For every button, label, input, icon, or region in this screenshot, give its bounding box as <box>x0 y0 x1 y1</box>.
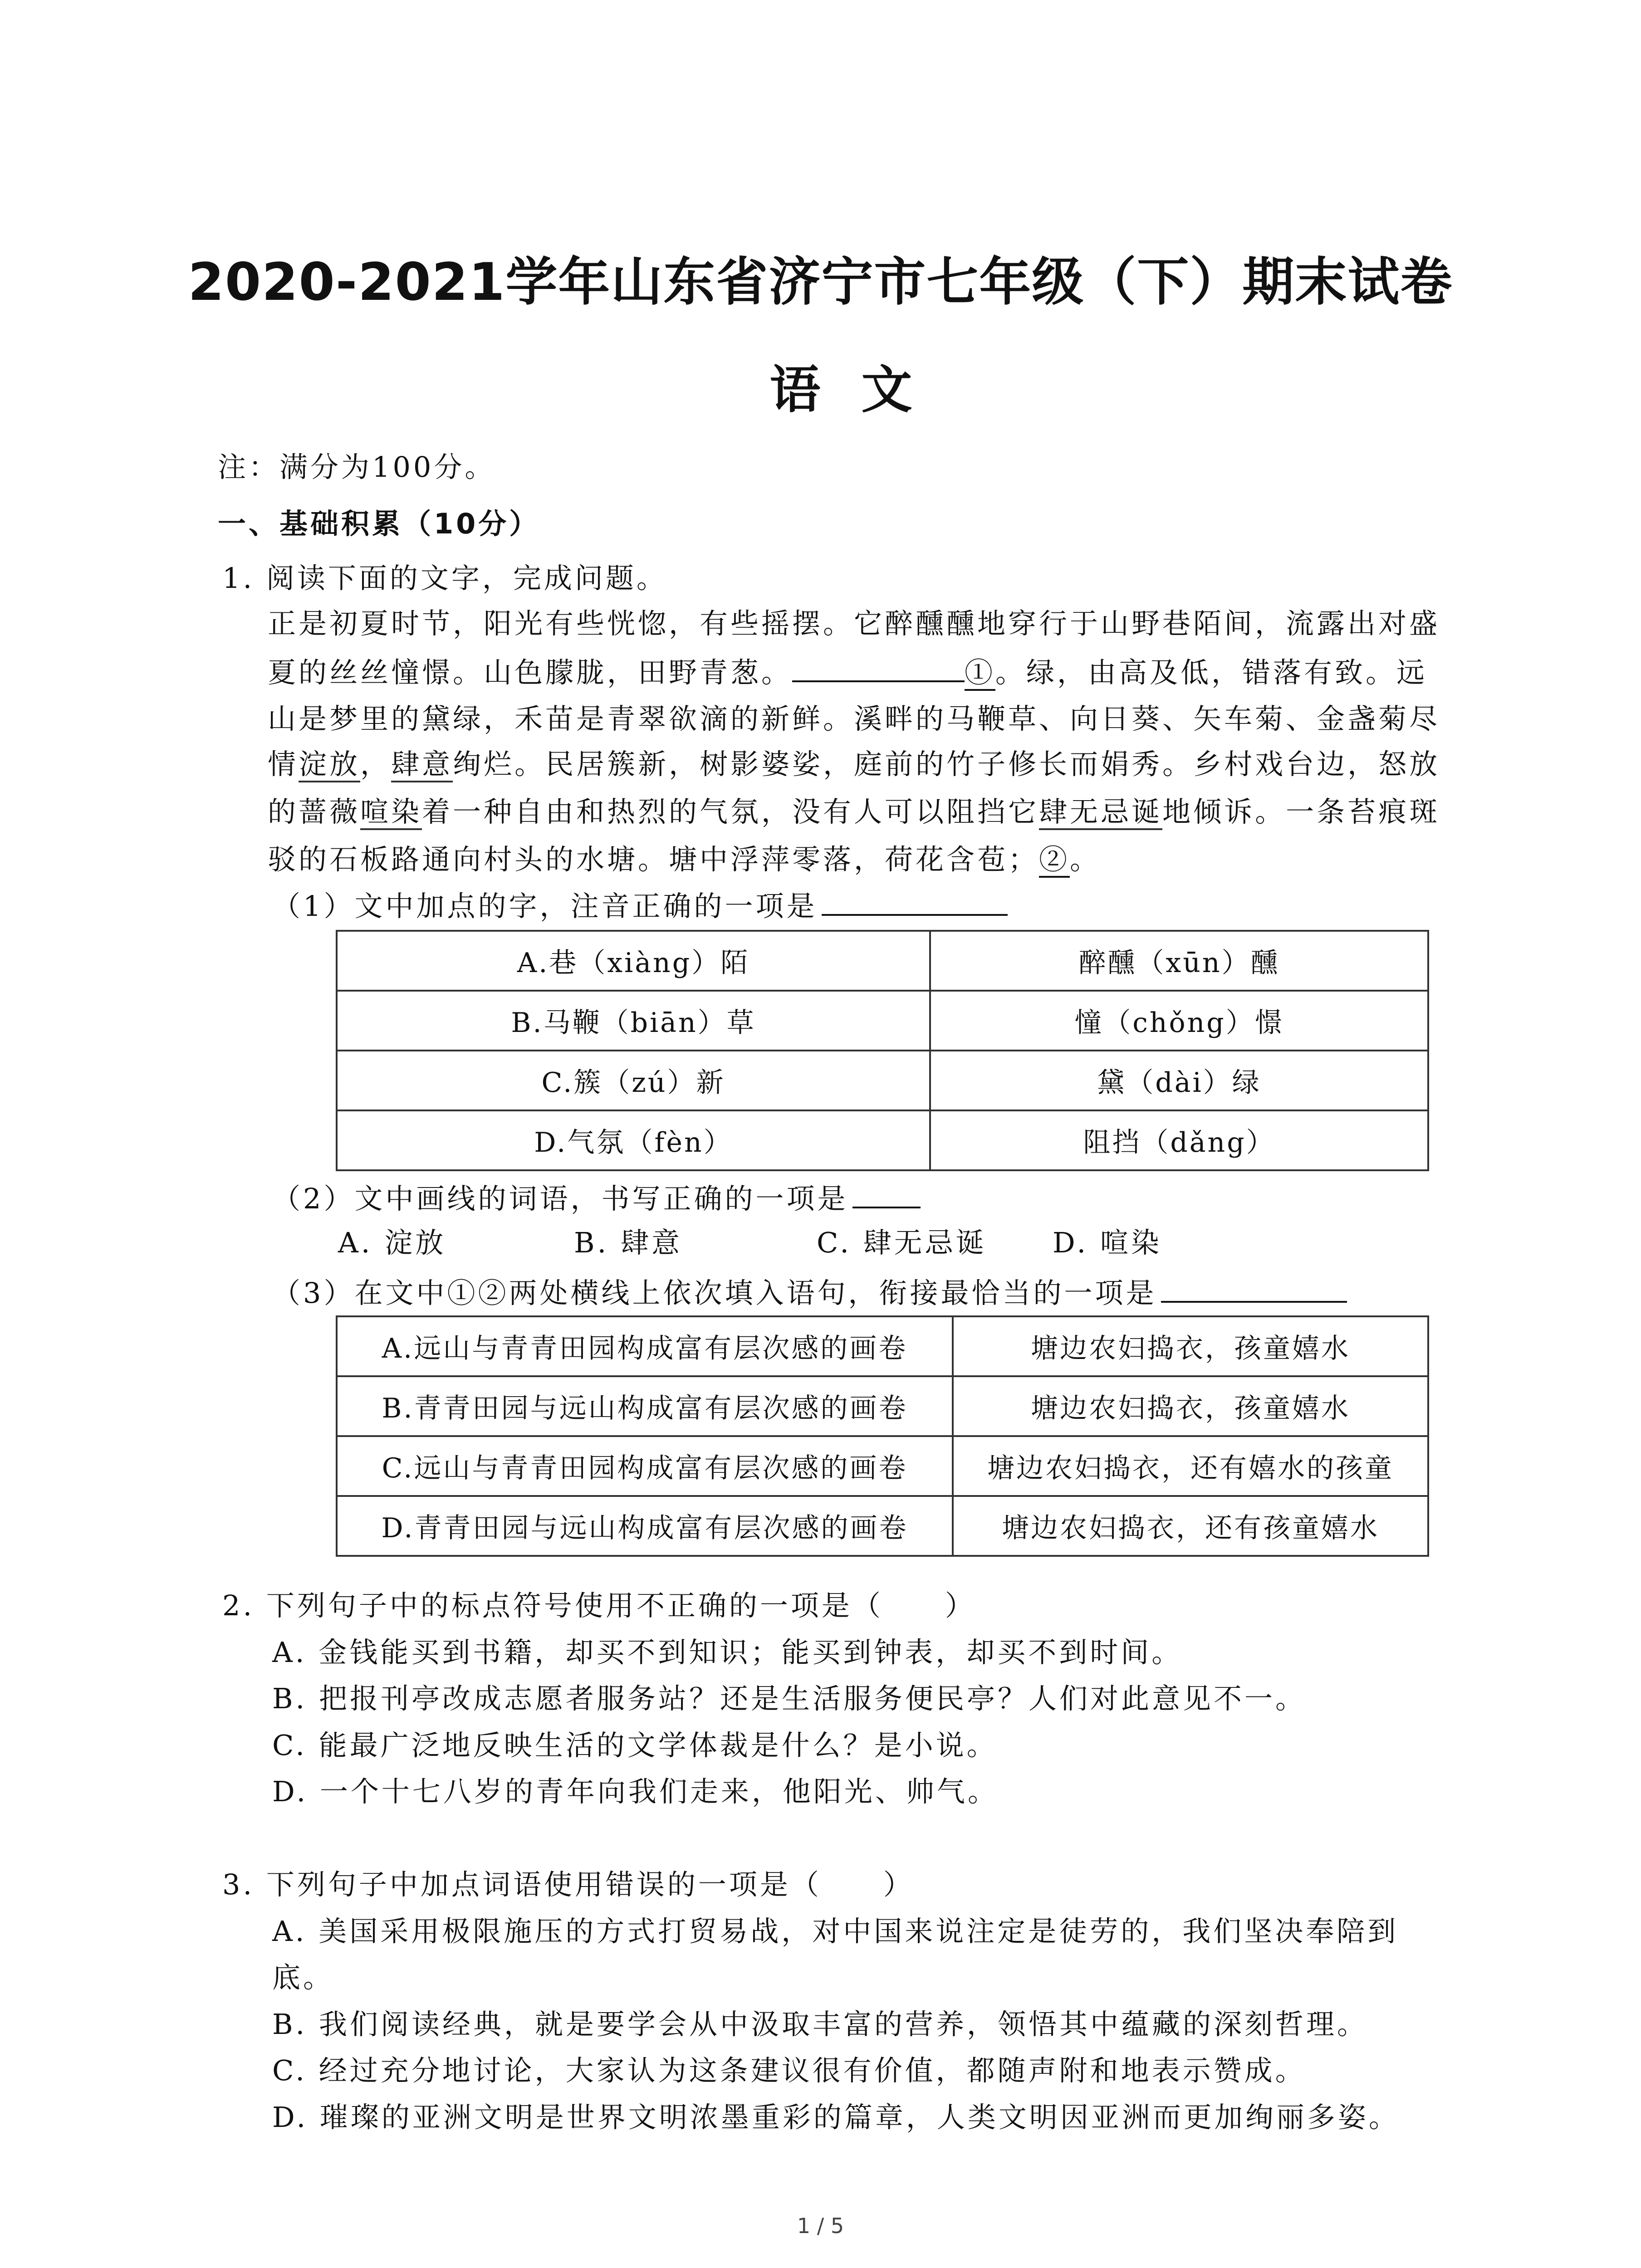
score-note: 注：满分为100分。 <box>218 450 496 484</box>
option-cell: A.巷（xiàng）陌 <box>337 931 930 991</box>
table-row <box>337 1051 1428 1110</box>
passage-line <box>268 794 1440 830</box>
sentence-options-table <box>336 1315 1429 1557</box>
choice-option: D. 璀璨的亚洲文明是世界文明浓墨重彩的篇章，人类文明因亚洲而更加绚丽多姿。 <box>272 2101 1400 2134</box>
underlined-word-3: 喧染 <box>360 795 422 830</box>
fill-blank-1 <box>792 653 965 682</box>
passage-line <box>268 841 1101 878</box>
table-row <box>337 1110 1428 1170</box>
option-cell: 阻挡（dǎng） <box>930 1110 1428 1170</box>
choice-option: B. 肆意 <box>574 1226 682 1259</box>
choice-option: A. 美国采用极限施压的方式打贸易战，对中国来说注定是徒劳的，我们坚决奉陪到 <box>272 1915 1399 1948</box>
q3-stem: 3. 下列句子中加点词语使用错误的一项是（ ） <box>222 1868 914 1901</box>
option-cell: C.簇（zú）新 <box>337 1051 930 1110</box>
passage-text: 地倾诉。一条苔痕斑 <box>1162 795 1440 828</box>
option-cell: 塘边农妇捣衣，还有孩童嬉水 <box>953 1496 1428 1556</box>
table-row <box>337 1376 1428 1436</box>
table-row <box>337 931 1428 991</box>
choice-option: D. 一个十七八岁的青年向我们走来，他阳光、帅气。 <box>272 1775 999 1808</box>
passage-text: 绚烂。民居簇新，树影婆娑，庭前的竹子修长而娟秀。乡村戏台边，怒放 <box>453 748 1440 781</box>
table-row <box>337 1316 1428 1376</box>
q1-stem: 1. 阅读下面的文字，完成问题。 <box>222 562 667 595</box>
choice-option: B. 把报刊亭改成志愿者服务站？还是生活服务便民亭？人们对此意见不一。 <box>272 1682 1306 1715</box>
option-cell: B.青青田园与远山构成富有层次感的画卷 <box>337 1376 953 1436</box>
choice-option: D. 喧染 <box>1053 1226 1162 1259</box>
q1-sub2-text: （2）文中画线的词语，书写正确的一项是 <box>272 1182 848 1215</box>
option-cell: A.远山与青青田园构成富有层次感的画卷 <box>337 1316 953 1376</box>
option-cell: D.气氛（fèn） <box>337 1110 930 1170</box>
exam-subject: 语文 <box>769 361 953 420</box>
choice-option: B. 我们阅读经典，就是要学会从中汲取丰富的营养，领悟其中蕴藏的深刻哲理。 <box>272 2008 1368 2041</box>
passage-text: 夏的丝丝憧憬。山色朦胧，田野青葱。 <box>268 656 793 689</box>
q1-sub3-stem <box>272 1274 1347 1311</box>
choice-option-continued: 底。 <box>272 1961 334 1994</box>
passage-text: ， <box>360 748 392 781</box>
option-cell: 醉醺（xūn）醺 <box>930 931 1428 991</box>
table-row <box>337 1436 1428 1496</box>
option-cell: D.青青田园与远山构成富有层次感的画卷 <box>337 1496 953 1556</box>
page-number: 1 / 5 <box>797 2214 844 2238</box>
answer-blank <box>1161 1274 1347 1303</box>
passage-line <box>268 746 1440 782</box>
passage-text: 。绿，由高及低，错落有致。远 <box>995 656 1428 689</box>
choice-option: C. 能最广泛地反映生活的文学体裁是什么？是小说。 <box>272 1729 998 1762</box>
choice-option: A. 淀放 <box>338 1226 446 1259</box>
choice-option: C. 经过充分地讨论，大家认为这条建议很有价值，都随声附和地表示赞成。 <box>272 2054 1306 2087</box>
exam-title: 2020-2021学年山东省济宁市七年级（下）期末试卷 <box>188 252 1453 312</box>
q1-sub1-stem <box>272 887 1008 924</box>
q1-sub1-text: （1）文中加点的字，注音正确的一项是 <box>272 890 818 923</box>
option-cell: C.远山与青青田园构成富有层次感的画卷 <box>337 1436 953 1496</box>
passage-text: 着一种自由和热烈的气氛，没有人可以阻挡它 <box>422 795 1039 828</box>
q1-sub2-stem <box>272 1179 921 1217</box>
section-heading-basics: 一、基础积累（10分） <box>218 507 540 540</box>
passage-text: 。 <box>1070 843 1101 876</box>
q2-stem: 2. 下列句子中的标点符号使用不正确的一项是（ ） <box>222 1589 976 1622</box>
underlined-word-1: 淀放 <box>299 748 360 782</box>
table-row <box>337 1496 1428 1556</box>
passage-line: 正是初夏时节，阳光有些恍惚，有些摇摆。它醉醺醺地穿行于山野巷陌间，流露出对盛 <box>268 607 1440 640</box>
answer-blank <box>822 887 1008 916</box>
option-cell: 憧（chǒng）憬 <box>930 991 1428 1051</box>
passage-text: 的蔷薇 <box>268 795 361 828</box>
q1-sub3-text: （3）在文中①②两处横线上依次填入语句，衔接最恰当的一项是 <box>272 1276 1157 1310</box>
table-row <box>337 991 1428 1051</box>
passage-line: 山是梦里的黛绿，禾苗是青翠欲滴的新鲜。溪畔的马鞭草、向日葵、矢车菊、金盏菊尽 <box>268 702 1440 735</box>
underlined-word-4: 肆无忌诞 <box>1039 795 1162 830</box>
passage-line <box>268 653 1427 691</box>
pinyin-options-table <box>336 930 1429 1171</box>
option-cell: B.马鞭（biān）草 <box>337 991 930 1051</box>
answer-blank <box>852 1179 921 1208</box>
passage-text: 驳的石板路通向村头的水塘。塘中浮萍零落，荷花含苞； <box>268 843 1039 876</box>
option-cell: 黛（dài）绿 <box>930 1051 1428 1110</box>
blank-marker-2: ② <box>1039 843 1070 878</box>
blank-marker-1: ① <box>965 656 995 691</box>
choice-option: A. 金钱能买到书籍，却买不到知识；能买到钟表，却买不到时间。 <box>272 1636 1183 1669</box>
passage-text: 情 <box>268 748 299 781</box>
option-cell: 塘边农妇捣衣，孩童嬉水 <box>953 1376 1428 1436</box>
option-cell: 塘边农妇捣衣，还有嬉水的孩童 <box>953 1436 1428 1496</box>
option-cell: 塘边农妇捣衣，孩童嬉水 <box>953 1316 1428 1376</box>
choice-option: C. 肆无忌诞 <box>817 1226 987 1259</box>
underlined-word-2: 肆意 <box>391 748 453 782</box>
